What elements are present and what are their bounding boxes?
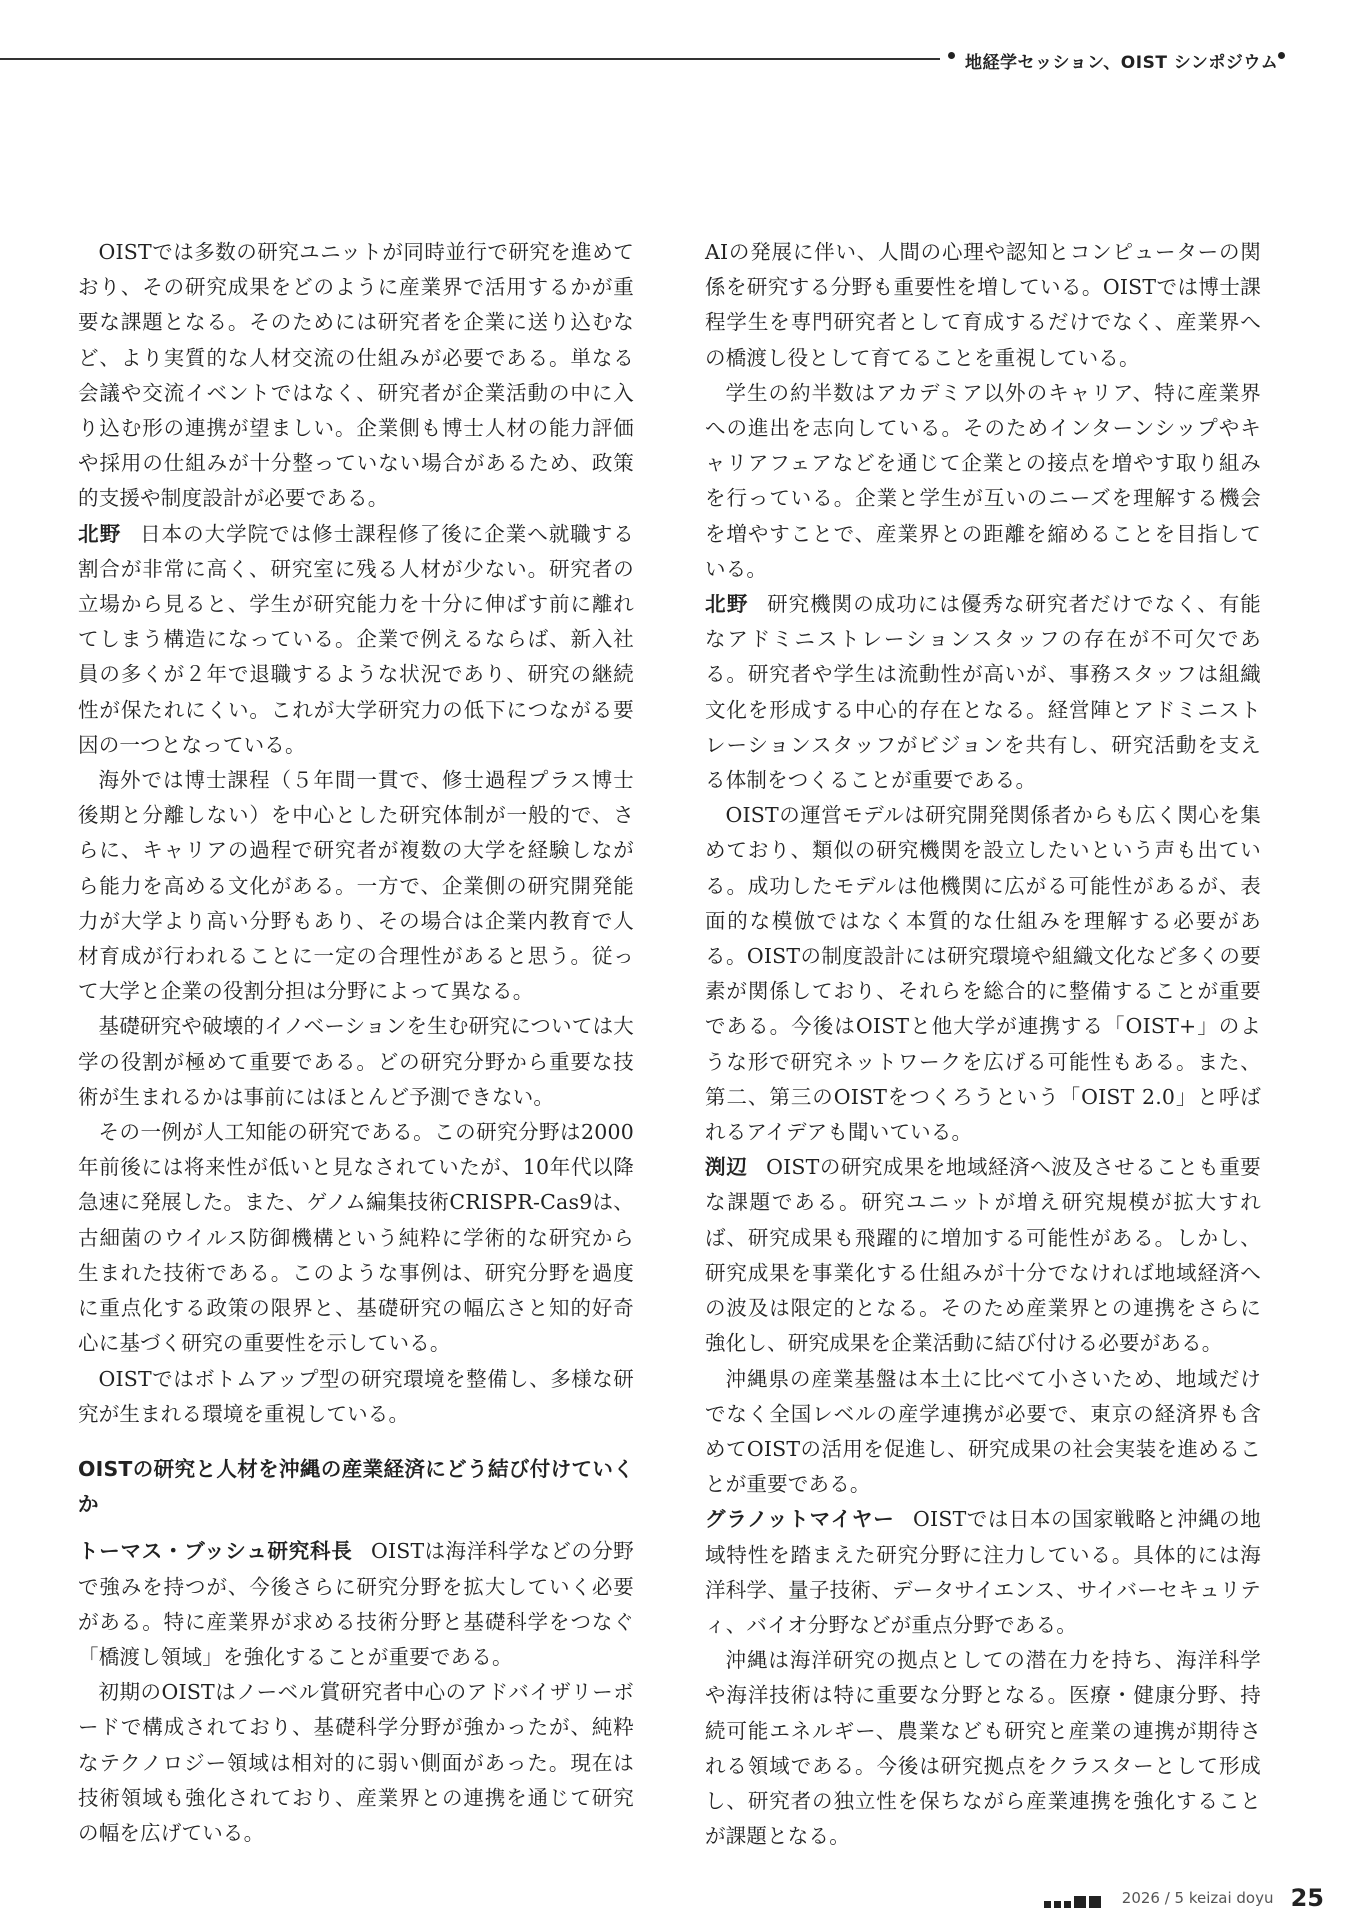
running-header xyxy=(0,48,1358,73)
footer-squares-icon xyxy=(1041,1889,1101,1908)
paragraph: 学生の約半数はアカデミア以外のキャリア、特に産業界への進出を志向している。そのためインターンシップやキャリアフェアなどを通じて企業との接点を増やす取り組みを行っている。企業と学生が互いのニーズを理解する機会を増やすことで、産業界との距離を縮めることを目指している。 xyxy=(705,380,1261,581)
paragraph: 初期のOISTはノーベル賞研究者中心のアドバイザリーボードで構成されており、基礎科学分野が強かったが、純粋なテクノロジー領域は相対的に弱い側面があった。現在は技術領域も強化されており、産業界との連携を通じて研究の幅を広げている。 xyxy=(78,1680,634,1845)
speaker-paragraph xyxy=(78,1534,634,1675)
speaker-paragraph xyxy=(705,587,1261,798)
paragraph: OISTでは多数の研究ユニットが同時並行で研究を進めており、その研究成果をどのように産業界で活用するかが重要な課題となる。そのためには研究者を企業に送り込むなど、より実質的な人材交流の仕組みが必要である。単なる会議や交流イベントではなく、研究者が企業活動の中に入り込む形の連携が望ましい。企業側も博士人材の能力評価や採用の仕組みが十分整っていない場合があるため、政策的支援や制度設計が必要である。 xyxy=(78,240,634,511)
right-column xyxy=(705,235,1261,1854)
section-subheading: OISTの研究と人材を沖縄の産業経済にどう結び付けていくか xyxy=(78,1456,634,1517)
header-section-title: 地経学セッション、OIST シンポジウム xyxy=(965,53,1279,73)
paragraph-text: 研究機関の成功には優秀な研究者だけでなく、有能なアドミニストレーションスタッフの存在が不可欠である。研究者や学生は流動性が高いが、事務スタッフは組織文化を形成する中心的存在となる。経営陣とアドミニストレーションスタッフがビジョンを共有し、研究活動を支える体制をつくることが重要である。 xyxy=(705,592,1261,793)
page-number: 25 xyxy=(1290,1884,1324,1912)
speaker-paragraph xyxy=(705,1150,1261,1361)
paragraph-text: OISTは海洋科学などの分野で強みを持つが、今後さらに研究分野を拡大していく必要がある。特に産業界が求める技術分野と基礎科学をつなぐ「橋渡し領域」を強化することが重要である。 xyxy=(78,1539,635,1669)
paragraph: その一例が人工知能の研究である。この研究分野は2000年前後には将来性が低いと見なされていたが、10年代以降急速に発展した。また、ゲノム編集技術CRISPR-Cas9は、古細菌のウイルス防御機構という純粋に学術的な研究から生まれた技術である。このような事例は、研究分野を過度に重点化する政策の限界と、基礎研究の幅広さと知的好奇心に基づく研究の重要性を示している。 xyxy=(78,1120,634,1356)
speaker-name: 北野 xyxy=(78,521,122,546)
paragraph: 沖縄県の産業基盤は本土に比べて小さいため、地域だけでなく全国レベルの産学連携が必要で、東京の経済界も含めてOISTの活用を促進し、研究成果の社会実装を進めることが重要である。 xyxy=(705,1366,1261,1497)
page-footer xyxy=(1041,1884,1324,1910)
header-bullet-icon xyxy=(948,52,955,59)
paragraph: AIの発展に伴い、人間の心理や認知とコンピューターの関係を研究する分野も重要性を増している。OISTでは博士課程学生を専門研究者として育成するだけでなく、産業界への橋渡し役として育てることを重視している。 xyxy=(705,240,1261,370)
paragraph: OISTではボトムアップ型の研究環境を整備し、多様な研究が生まれる環境を重視している。 xyxy=(78,1366,634,1426)
paragraph-text: OISTの研究成果を地域経済へ波及させることも重要な課題である。研究ユニットが増え研究規模が拡大すれば、研究成果も飛躍的に増加する可能性がある。しかし、研究成果を事業化する仕組みが十分でなければ地域経済への波及は限定的となる。そのため産業界との連携をさらに強化し、研究成果を企業活動に結び付ける必要がある。 xyxy=(705,1155,1262,1356)
speaker-name: グラノットマイヤー xyxy=(705,1507,895,1532)
speaker-name: 北野 xyxy=(705,592,749,617)
header-bullet-icon xyxy=(1278,52,1285,59)
paragraph: 沖縄は海洋研究の拠点としての潜在力を持ち、海洋科学や海洋技術は特に重要な分野となる。医療・健康分野、持続可能エネルギー、農業なども研究と産業の連携が期待される領域である。今後は研究拠点をクラスターとして形成し、研究者の独立性を保ちながら産業連携を強化することが課題となる。 xyxy=(705,1648,1261,1849)
speaker-name: トーマス・ブッシュ研究科長 xyxy=(78,1539,353,1564)
speaker-name: 渕辺 xyxy=(705,1155,748,1180)
speaker-paragraph xyxy=(705,1502,1261,1643)
paragraph: OISTの運営モデルは研究開発関係者からも広く関心を集めており、類似の研究機関を設立したいという声も出ている。成功したモデルは他機関に広がる可能性があるが、表面的な模倣ではなく本質的な仕組みを理解する必要がある。OISTの制度設計には研究環境や組織文化など多くの要素が関係しており、それらを総合的に整備することが重要である。今後はOISTと他大学が連携する「OIST+」のような形で研究ネットワークを広げる可能性もある。また、第二、第三のOISTをつくろうという「OIST 2.0」と呼ばれるアイデアも聞いている。 xyxy=(705,803,1261,1145)
header-rule xyxy=(0,58,940,60)
paragraph: 海外では博士課程（５年間一貫で、修士過程プラス博士後期と分離しない）を中心とした研究体制が一般的で、さらに、キャリアの過程で研究者が複数の大学を経験しながら能力を高める文化がある。一方で、企業側の研究開発能力が大学より高い分野もあり、その場合は企業内教育で人材育成が行われることに一定の合理性があると思う。従って大学と企業の役割分担は分野によって異なる。 xyxy=(78,768,634,1004)
paragraph-text: OISTでは日本の国家戦略と沖縄の地域特性を踏まえた研究分野に注力している。具体的には海洋科学、量子技術、データサイエンス、サイバーセキュリティ、バイオ分野などが重点分野である。 xyxy=(705,1507,1261,1637)
left-column xyxy=(78,235,634,1851)
paragraph-text: 日本の大学院では修士課程修了後に企業へ就職する割合が非常に高く、研究室に残る人材が少ない。研究者の立場から見ると、学生が研究能力を十分に伸ばす前に離れてしまう構造になっている。企業で例えるならば、新入社員の多くが２年で退職するような状況であり、研究の継続性が保たれにくい。これが大学研究力の低下につながる要因の一つとなっている。 xyxy=(78,521,634,757)
paragraph: 基礎研究や破壊的イノベーションを生む研究については大学の役割が極めて重要である。どの研究分野から重要な技術が生まれるかは事前にはほとんど予測できない。 xyxy=(78,1014,634,1109)
footer-issue: 2026 / 5 keizai doyu xyxy=(1121,1889,1274,1907)
speaker-paragraph xyxy=(78,517,634,763)
